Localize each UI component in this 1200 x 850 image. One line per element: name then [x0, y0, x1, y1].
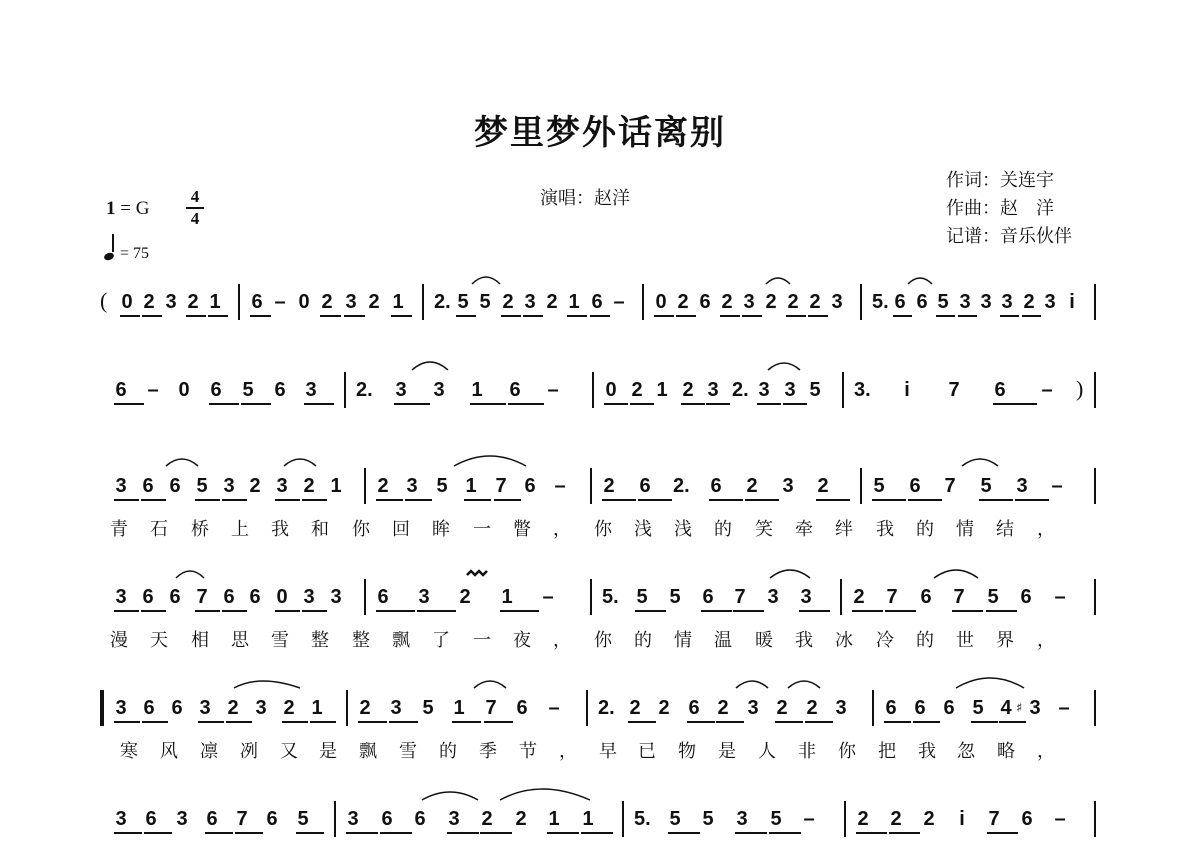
- lyric-char: ，: [559, 741, 577, 762]
- lyric-char: 把: [878, 741, 896, 762]
- note: 3: [330, 586, 342, 608]
- note: 5.: [602, 586, 619, 608]
- slur: [962, 459, 998, 466]
- note: 3: [1001, 291, 1013, 313]
- lyric-char: 石: [150, 519, 168, 540]
- note: i: [1069, 291, 1075, 313]
- note: 2: [923, 808, 935, 830]
- lyric-char: 飘: [392, 630, 410, 651]
- note: 3: [959, 291, 971, 313]
- lyric-char: 回: [392, 519, 410, 540]
- note: 2: [629, 697, 641, 719]
- note: 6: [710, 475, 722, 497]
- slur: [166, 459, 198, 466]
- lyric-char: 温: [714, 630, 732, 651]
- lyric-char: 我: [795, 630, 813, 651]
- slur: [500, 789, 590, 800]
- lyric-char: 我: [271, 519, 289, 540]
- composer-credit: 作曲：赵 洋: [946, 198, 1054, 219]
- lyric-char: 风: [160, 741, 178, 762]
- note: –: [1058, 697, 1070, 719]
- note: 5: [770, 808, 782, 830]
- note: 1: [582, 808, 594, 830]
- lyric-char: 情: [674, 630, 692, 651]
- note: 5: [980, 475, 992, 497]
- lyric-char: 界: [996, 630, 1014, 651]
- note: 7: [953, 586, 965, 608]
- lyric-char: 夜: [513, 630, 531, 651]
- lyric-char: 又: [280, 741, 298, 762]
- note: –: [803, 808, 815, 830]
- note: 2: [502, 291, 514, 313]
- note: 5: [636, 586, 648, 608]
- lyric-char: 绊: [835, 519, 853, 540]
- lyric-char: 浅: [634, 519, 652, 540]
- note: 6: [885, 697, 897, 719]
- note: 6: [516, 697, 528, 719]
- lyric-char: 的: [714, 519, 732, 540]
- note: 3: [1016, 475, 1028, 497]
- note: 3: [1044, 291, 1056, 313]
- lyric-char: 是: [319, 741, 337, 762]
- lyric-char: 牵: [795, 519, 813, 540]
- note: 3: [784, 379, 796, 401]
- lyric-char: 桥: [191, 519, 209, 540]
- key-name: = G: [120, 198, 150, 219]
- note: 6: [210, 379, 222, 401]
- note: 7: [944, 475, 956, 497]
- note: 5: [669, 586, 681, 608]
- note: 0: [121, 291, 133, 313]
- lyric-char: 人: [758, 741, 776, 762]
- note: 2: [717, 697, 729, 719]
- lyric-char: 我: [876, 519, 894, 540]
- note: 2.: [673, 475, 690, 497]
- note: 6: [699, 291, 711, 313]
- note: 1: [501, 586, 513, 608]
- slur: [908, 278, 932, 284]
- note: –: [547, 379, 559, 401]
- lyric-char: ，: [553, 630, 571, 651]
- note: 0: [605, 379, 617, 401]
- note: 2: [746, 475, 758, 497]
- note: 0: [276, 586, 288, 608]
- note: 6: [639, 475, 651, 497]
- note: 1: [392, 291, 404, 313]
- slur: [934, 570, 978, 578]
- key-degree: 1: [106, 198, 116, 219]
- lyric-char: 的: [439, 741, 457, 762]
- note: 3: [395, 379, 407, 401]
- note: –: [1054, 586, 1066, 608]
- slur: [770, 570, 810, 578]
- note: 1: [471, 379, 483, 401]
- note: 6: [943, 697, 955, 719]
- note: 7: [948, 379, 960, 401]
- note: 2: [1023, 291, 1035, 313]
- note: 6: [909, 475, 921, 497]
- note: 6: [381, 808, 393, 830]
- note: 6: [1020, 586, 1032, 608]
- note: 6: [223, 586, 235, 608]
- note: 5: [972, 697, 984, 719]
- note: 2: [721, 291, 733, 313]
- note: –: [1051, 475, 1063, 497]
- lyric-char: 眸: [432, 519, 450, 540]
- note: 5: [809, 379, 821, 401]
- intro-paren-open: (: [100, 288, 108, 313]
- lyric-char: ，: [553, 519, 571, 540]
- note: 3: [736, 808, 748, 830]
- lyric-char: 凛: [200, 741, 218, 762]
- lyric-char: 你: [594, 630, 612, 651]
- lyric-char: 节: [519, 741, 537, 762]
- note: 6: [920, 586, 932, 608]
- note: 7: [886, 586, 898, 608]
- note: 1: [465, 475, 477, 497]
- note: 2: [809, 291, 821, 313]
- note: 3: [767, 586, 779, 608]
- note: 2: [249, 475, 261, 497]
- note: 3: [199, 697, 211, 719]
- slur: [768, 363, 800, 370]
- lyric-char: 天: [150, 630, 168, 651]
- note: 4: [1000, 697, 1012, 719]
- note: 5: [297, 808, 309, 830]
- note: 2: [368, 291, 380, 313]
- note: 5.: [872, 291, 889, 313]
- note: 2: [359, 697, 371, 719]
- note: 2: [890, 808, 902, 830]
- lyric-char: 了: [432, 630, 450, 651]
- slur: [284, 459, 316, 466]
- note: 1: [330, 475, 342, 497]
- note: 7: [485, 697, 497, 719]
- note: 1: [548, 808, 560, 830]
- lyric-char: 一: [473, 519, 491, 540]
- note: –: [554, 475, 566, 497]
- lyric-char: 略: [997, 741, 1015, 762]
- note: 3: [831, 291, 843, 313]
- lyric-char: 你: [838, 741, 856, 762]
- lyric-char: 冷: [876, 630, 894, 651]
- lyric-char: 雪: [399, 741, 417, 762]
- note: 2: [143, 291, 155, 313]
- note: 3: [743, 291, 755, 313]
- note: 3: [115, 586, 127, 608]
- note: 3: [345, 291, 357, 313]
- note: 1: [453, 697, 465, 719]
- note: 3: [980, 291, 992, 313]
- note: 5.: [634, 808, 651, 830]
- lyric-char: 暖: [755, 630, 773, 651]
- note: 2.: [356, 379, 373, 401]
- note: 0: [298, 291, 310, 313]
- note: 3: [747, 697, 759, 719]
- note: 6: [274, 379, 286, 401]
- note: 6: [142, 586, 154, 608]
- note: 3: [782, 475, 794, 497]
- note: 2: [377, 475, 389, 497]
- lyric-char: 青: [110, 519, 128, 540]
- note: –: [147, 379, 159, 401]
- time-signature-bottom: 4: [190, 209, 200, 228]
- note: 2: [765, 291, 777, 313]
- note: 3: [303, 586, 315, 608]
- lyric-char: 雪: [271, 630, 289, 651]
- note: 6: [591, 291, 603, 313]
- slur: [788, 681, 820, 688]
- slur: [956, 678, 1024, 688]
- lyric-char: 整: [311, 630, 329, 651]
- note: 2: [631, 379, 643, 401]
- note: 2: [682, 379, 694, 401]
- lyric-char: 情: [956, 519, 974, 540]
- tempo-value: = 75: [120, 245, 150, 262]
- note: 6: [115, 379, 127, 401]
- lyric-char: 我: [918, 741, 936, 762]
- note: 1: [209, 291, 221, 313]
- transcriber-credit: 记谱：音乐伙伴: [946, 226, 1072, 247]
- note: 5: [873, 475, 885, 497]
- note: 5: [702, 808, 714, 830]
- note: 6: [266, 808, 278, 830]
- lyric-char: 和: [311, 519, 329, 540]
- intro-paren-close: ): [1076, 376, 1084, 401]
- slur: [176, 571, 204, 578]
- note: 2: [283, 697, 295, 719]
- note: 3: [165, 291, 177, 313]
- mordent-icon: [467, 571, 487, 575]
- lyric-char: 忽: [957, 741, 975, 762]
- note: i: [904, 379, 910, 401]
- note: 3: [176, 808, 188, 830]
- lyric-char: 结: [996, 519, 1014, 540]
- note: 6: [414, 808, 426, 830]
- note: 6: [509, 379, 521, 401]
- sharp-icon: ♯: [1016, 701, 1023, 716]
- note: –: [613, 291, 625, 313]
- slur: [454, 456, 526, 466]
- note: 6: [169, 475, 181, 497]
- note: 6: [916, 291, 928, 313]
- note: 6: [143, 697, 155, 719]
- note: 2.: [732, 379, 749, 401]
- note: 3: [1029, 697, 1041, 719]
- note: 2: [481, 808, 493, 830]
- slur: [422, 792, 478, 800]
- note: –: [1041, 379, 1053, 401]
- singer-credit: 演唱：赵洋: [540, 188, 630, 209]
- note: 3: [276, 475, 288, 497]
- slur: [412, 362, 448, 370]
- note: 3: [115, 475, 127, 497]
- lyric-char: 浅: [674, 519, 692, 540]
- note: 2: [459, 586, 471, 608]
- note: 2.: [598, 697, 615, 719]
- note: 5: [422, 697, 434, 719]
- lyric-char: 冰: [835, 630, 853, 651]
- note: 0: [655, 291, 667, 313]
- note: 7: [236, 808, 248, 830]
- slur: [766, 278, 790, 284]
- lyric-char: ，: [1037, 741, 1055, 762]
- lyric-char: 你: [352, 519, 370, 540]
- note: 1: [311, 697, 323, 719]
- note: 6: [206, 808, 218, 830]
- lyric-char: 漫: [110, 630, 128, 651]
- lyric-char: 的: [634, 630, 652, 651]
- note: 5: [669, 808, 681, 830]
- song-title: 梦里梦外话离别: [474, 113, 726, 153]
- slur: [474, 681, 506, 688]
- note: 6: [914, 697, 926, 719]
- lyric-char: 瞥: [513, 519, 531, 540]
- note: 2: [227, 697, 239, 719]
- lyric-char: 的: [916, 519, 934, 540]
- note: 3: [115, 808, 127, 830]
- note: 3: [800, 586, 812, 608]
- note: 2: [658, 697, 670, 719]
- note: 7: [988, 808, 1000, 830]
- note: 7: [196, 586, 208, 608]
- lyric-char: 已: [638, 741, 656, 762]
- lyric-char: ，: [1037, 519, 1055, 540]
- note: 5: [937, 291, 949, 313]
- note: 3: [707, 379, 719, 401]
- note: 2: [817, 475, 829, 497]
- lyricist-credit: 作词：关连宇: [946, 170, 1054, 191]
- note: 2: [853, 586, 865, 608]
- slur: [472, 277, 500, 284]
- note: 3: [433, 379, 445, 401]
- note: 6: [249, 586, 261, 608]
- note: 2: [303, 475, 315, 497]
- note: 2: [857, 808, 869, 830]
- lyric-char: 思: [231, 630, 249, 651]
- note: 1: [568, 291, 580, 313]
- note: 6: [702, 586, 714, 608]
- note: –: [542, 586, 554, 608]
- note: 3: [418, 586, 430, 608]
- note: 2: [677, 291, 689, 313]
- time-signature-top: 4: [190, 187, 200, 206]
- note: 6: [524, 475, 536, 497]
- note: 6: [994, 379, 1006, 401]
- note: 3: [448, 808, 460, 830]
- note: 5: [987, 586, 999, 608]
- note: 3: [390, 697, 402, 719]
- lyric-char: 你: [594, 519, 612, 540]
- lyric-char: 早: [599, 741, 617, 762]
- note: 3: [223, 475, 235, 497]
- note: 2: [806, 697, 818, 719]
- lyric-char: 冽: [240, 741, 258, 762]
- lyric-char: 一: [473, 630, 491, 651]
- note: 2: [187, 291, 199, 313]
- lyric-char: 的: [916, 630, 934, 651]
- lyric-char: 是: [718, 741, 736, 762]
- note: 5: [196, 475, 208, 497]
- note: 3: [406, 475, 418, 497]
- note: 2: [546, 291, 558, 313]
- lyric-char: 季: [479, 741, 497, 762]
- note: –: [1054, 808, 1066, 830]
- note: 6: [142, 475, 154, 497]
- note: 2: [515, 808, 527, 830]
- note: 5: [457, 291, 469, 313]
- note: 5: [436, 475, 448, 497]
- note: 5: [479, 291, 491, 313]
- note: 6: [1021, 808, 1033, 830]
- lyric-char: 物: [678, 741, 696, 762]
- note: 6: [145, 808, 157, 830]
- note: 0: [178, 379, 190, 401]
- note: 3.: [854, 379, 871, 401]
- note: 3: [115, 697, 127, 719]
- lyric-char: 寒: [120, 741, 138, 762]
- note: 6: [251, 291, 263, 313]
- note: 2.: [434, 291, 451, 313]
- lyric-char: 整: [352, 630, 370, 651]
- note: –: [274, 291, 286, 313]
- note: 6: [894, 291, 906, 313]
- note: 3: [255, 697, 267, 719]
- note: 2: [776, 697, 788, 719]
- note: –: [548, 697, 560, 719]
- note: 3: [524, 291, 536, 313]
- lyric-char: 飘: [359, 741, 377, 762]
- note: 6: [688, 697, 700, 719]
- note: 3: [835, 697, 847, 719]
- lyric-char: 非: [798, 741, 816, 762]
- note: 5: [242, 379, 254, 401]
- note: 7: [734, 586, 746, 608]
- note: 1: [656, 379, 668, 401]
- lyric-char: 世: [956, 630, 974, 651]
- note: 6: [171, 697, 183, 719]
- note: 2: [787, 291, 799, 313]
- note: 3: [347, 808, 359, 830]
- note: 3: [305, 379, 317, 401]
- slur: [736, 681, 768, 688]
- note: 6: [169, 586, 181, 608]
- note: 2: [321, 291, 333, 313]
- note: 6: [377, 586, 389, 608]
- note: 3: [758, 379, 770, 401]
- lyric-char: 上: [231, 519, 249, 540]
- lyric-char: ，: [1037, 630, 1055, 651]
- slur: [234, 681, 300, 688]
- note: 2: [603, 475, 615, 497]
- note: i: [959, 808, 965, 830]
- lyric-char: 相: [191, 630, 209, 651]
- lyric-char: 笑: [755, 519, 773, 540]
- note: 7: [495, 475, 507, 497]
